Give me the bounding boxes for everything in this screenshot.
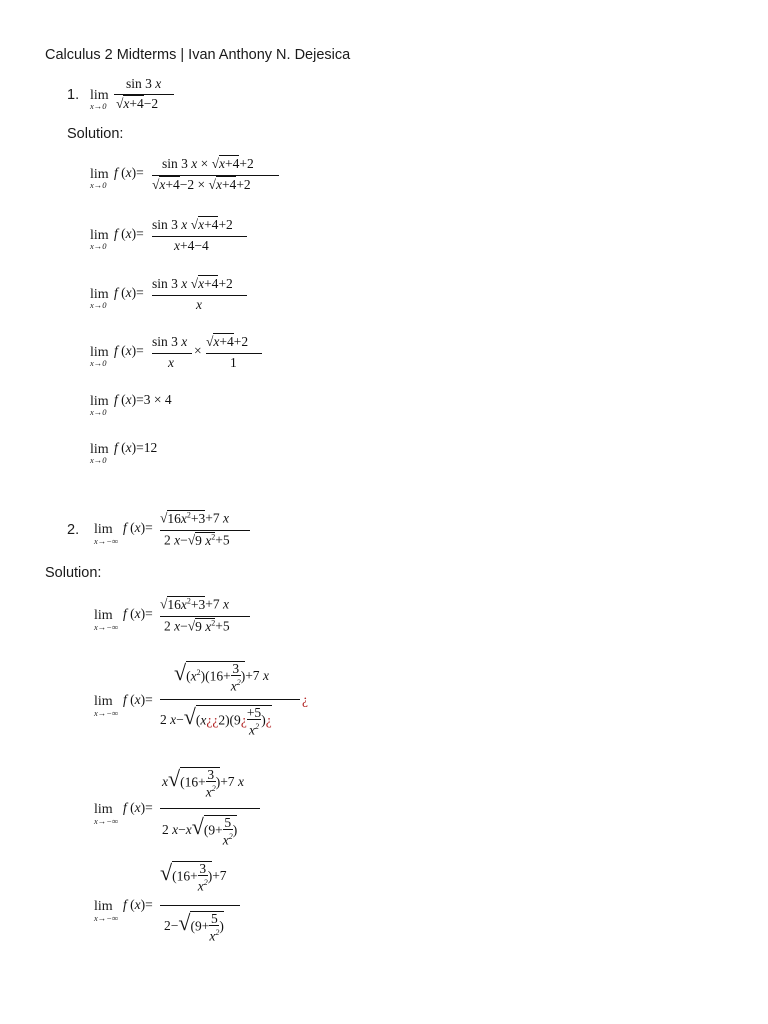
limit-subscript: x→0 <box>90 455 107 465</box>
limit-subscript: x→0 <box>90 407 107 417</box>
step-4-limit <box>90 343 109 368</box>
p2-step-2-fraction <box>160 660 305 750</box>
limit-subscript: x→0 <box>90 180 107 190</box>
solution-label-2: Solution: <box>45 565 102 581</box>
fraction-numerator: sin 3 x √x+4+2 <box>152 217 233 232</box>
fraction-denominator: x+4−4 <box>174 238 209 253</box>
limit-word: lim <box>94 608 113 623</box>
limit-word: lim <box>90 345 109 360</box>
fraction-denominator: 2 x−x√(9+ $\frac{5}{x^2}$ ) <box>162 814 238 848</box>
fraction-denominator: 2 x−√9 $x^2+5$ <box>164 532 230 548</box>
limit-word: lim <box>94 899 113 914</box>
step-5-limit <box>90 392 109 417</box>
p2-step-1-lhs: f (x)= <box>123 606 153 621</box>
limit-word: lim <box>90 228 109 243</box>
step-6-expression: f (x)=12 <box>114 440 158 455</box>
limit-word: lim <box>90 287 109 302</box>
limit-subscript: x→−∞ <box>94 913 119 923</box>
problem-1-number: 1. <box>67 87 80 103</box>
step-2-limit <box>90 226 109 251</box>
fraction-denominator: √x+4−2 × √x+4+2 <box>152 177 251 192</box>
step-6-limit <box>90 440 109 465</box>
fraction-numerator: √x+4+2 <box>206 334 249 349</box>
limit-subscript: x→−∞ <box>94 536 119 546</box>
limit-word: lim <box>90 167 109 182</box>
p2-step-2-tail: ¿ <box>302 692 308 707</box>
step-4-times: × <box>194 343 202 358</box>
limit-subscript: x→0 <box>90 358 107 368</box>
limit-subscript: x→0 <box>90 101 107 111</box>
problem-2-limit <box>94 520 119 546</box>
limit-word: lim <box>94 802 113 817</box>
fraction-denominator: 2 x−√9 $x^2+5$ <box>164 618 230 634</box>
limit-word: lim <box>94 694 113 709</box>
limit-subscript: x→0 <box>90 241 107 251</box>
step-1-limit <box>90 165 109 190</box>
p2-step-1-limit <box>94 606 119 632</box>
limit-word: lim <box>90 442 109 457</box>
p2-step-3-fraction <box>160 766 264 856</box>
fraction-numerator: sin 3 x <box>152 334 188 349</box>
fraction-numerator: x√(16+ $\frac{3}{x^2}$ )+7 x <box>162 766 244 800</box>
p2-step-4-lhs: f (x)= <box>123 897 153 912</box>
fraction-numerator: $√16x^2+3+7$ x <box>160 596 230 612</box>
problem-2-lhs: f (x)= <box>123 520 153 535</box>
step-4-lhs: f (x)= <box>114 343 144 358</box>
limit-word: lim <box>90 88 109 103</box>
limit-word: lim <box>90 394 109 409</box>
step-3-lhs: f (x)= <box>114 285 144 300</box>
step-2-lhs: f (x)= <box>114 226 144 241</box>
limit-subscript: x→−∞ <box>94 816 119 826</box>
limit-subscript: x→−∞ <box>94 708 119 718</box>
p2-step-4-fraction <box>160 860 244 952</box>
p2-step-2-limit <box>94 692 119 718</box>
fraction-denominator: 2 x−√(x¿¿2)(9¿ $\frac{+5}{x^2}$ )¿ <box>160 704 272 738</box>
limit-subscript: x→0 <box>90 300 107 310</box>
fraction-denominator: 1 <box>230 355 237 370</box>
page-title: Calculus 2 Midterms | Ivan Anthony N. Dejesica <box>45 47 351 63</box>
fraction-denominator: x <box>168 355 174 370</box>
fraction-numerator: √(16+ $\frac{3}{x^2}$ )+7 <box>160 860 227 894</box>
fraction-denominator: √x+4−2 <box>116 96 159 111</box>
p2-step-3-lhs: f (x)= <box>123 800 153 815</box>
limit-word: lim <box>94 522 113 537</box>
p2-step-2-lhs: f (x)= <box>123 692 153 707</box>
fraction-numerator: $√(x^2)(16+$ $\frac{3}{x^2}$ )+7 x <box>174 660 269 694</box>
fraction-numerator: sin 3 x <box>126 76 162 91</box>
fraction-numerator: sin 3 x √x+4+2 <box>152 276 233 291</box>
p2-step-4-limit <box>94 897 119 923</box>
step-5-expression: f (x)=3 × 4 <box>114 392 172 407</box>
fraction-denominator: 2−√(9+ $\frac{5}{x^2}$ ) <box>164 910 224 944</box>
problem-2-number: 2. <box>67 522 80 538</box>
fraction-numerator: $√16x^2+3+7$ x <box>160 510 230 526</box>
problem-1-limit <box>90 86 109 111</box>
limit-subscript: x→−∞ <box>94 622 119 632</box>
step-3-limit <box>90 285 109 310</box>
p2-step-3-limit <box>94 800 119 826</box>
solution-label-1: Solution: <box>67 126 124 142</box>
fraction-numerator: sin 3 x × √x+4+2 <box>162 156 254 171</box>
step-1-lhs: f (x)= <box>114 165 144 180</box>
fraction-denominator: x <box>196 297 202 312</box>
